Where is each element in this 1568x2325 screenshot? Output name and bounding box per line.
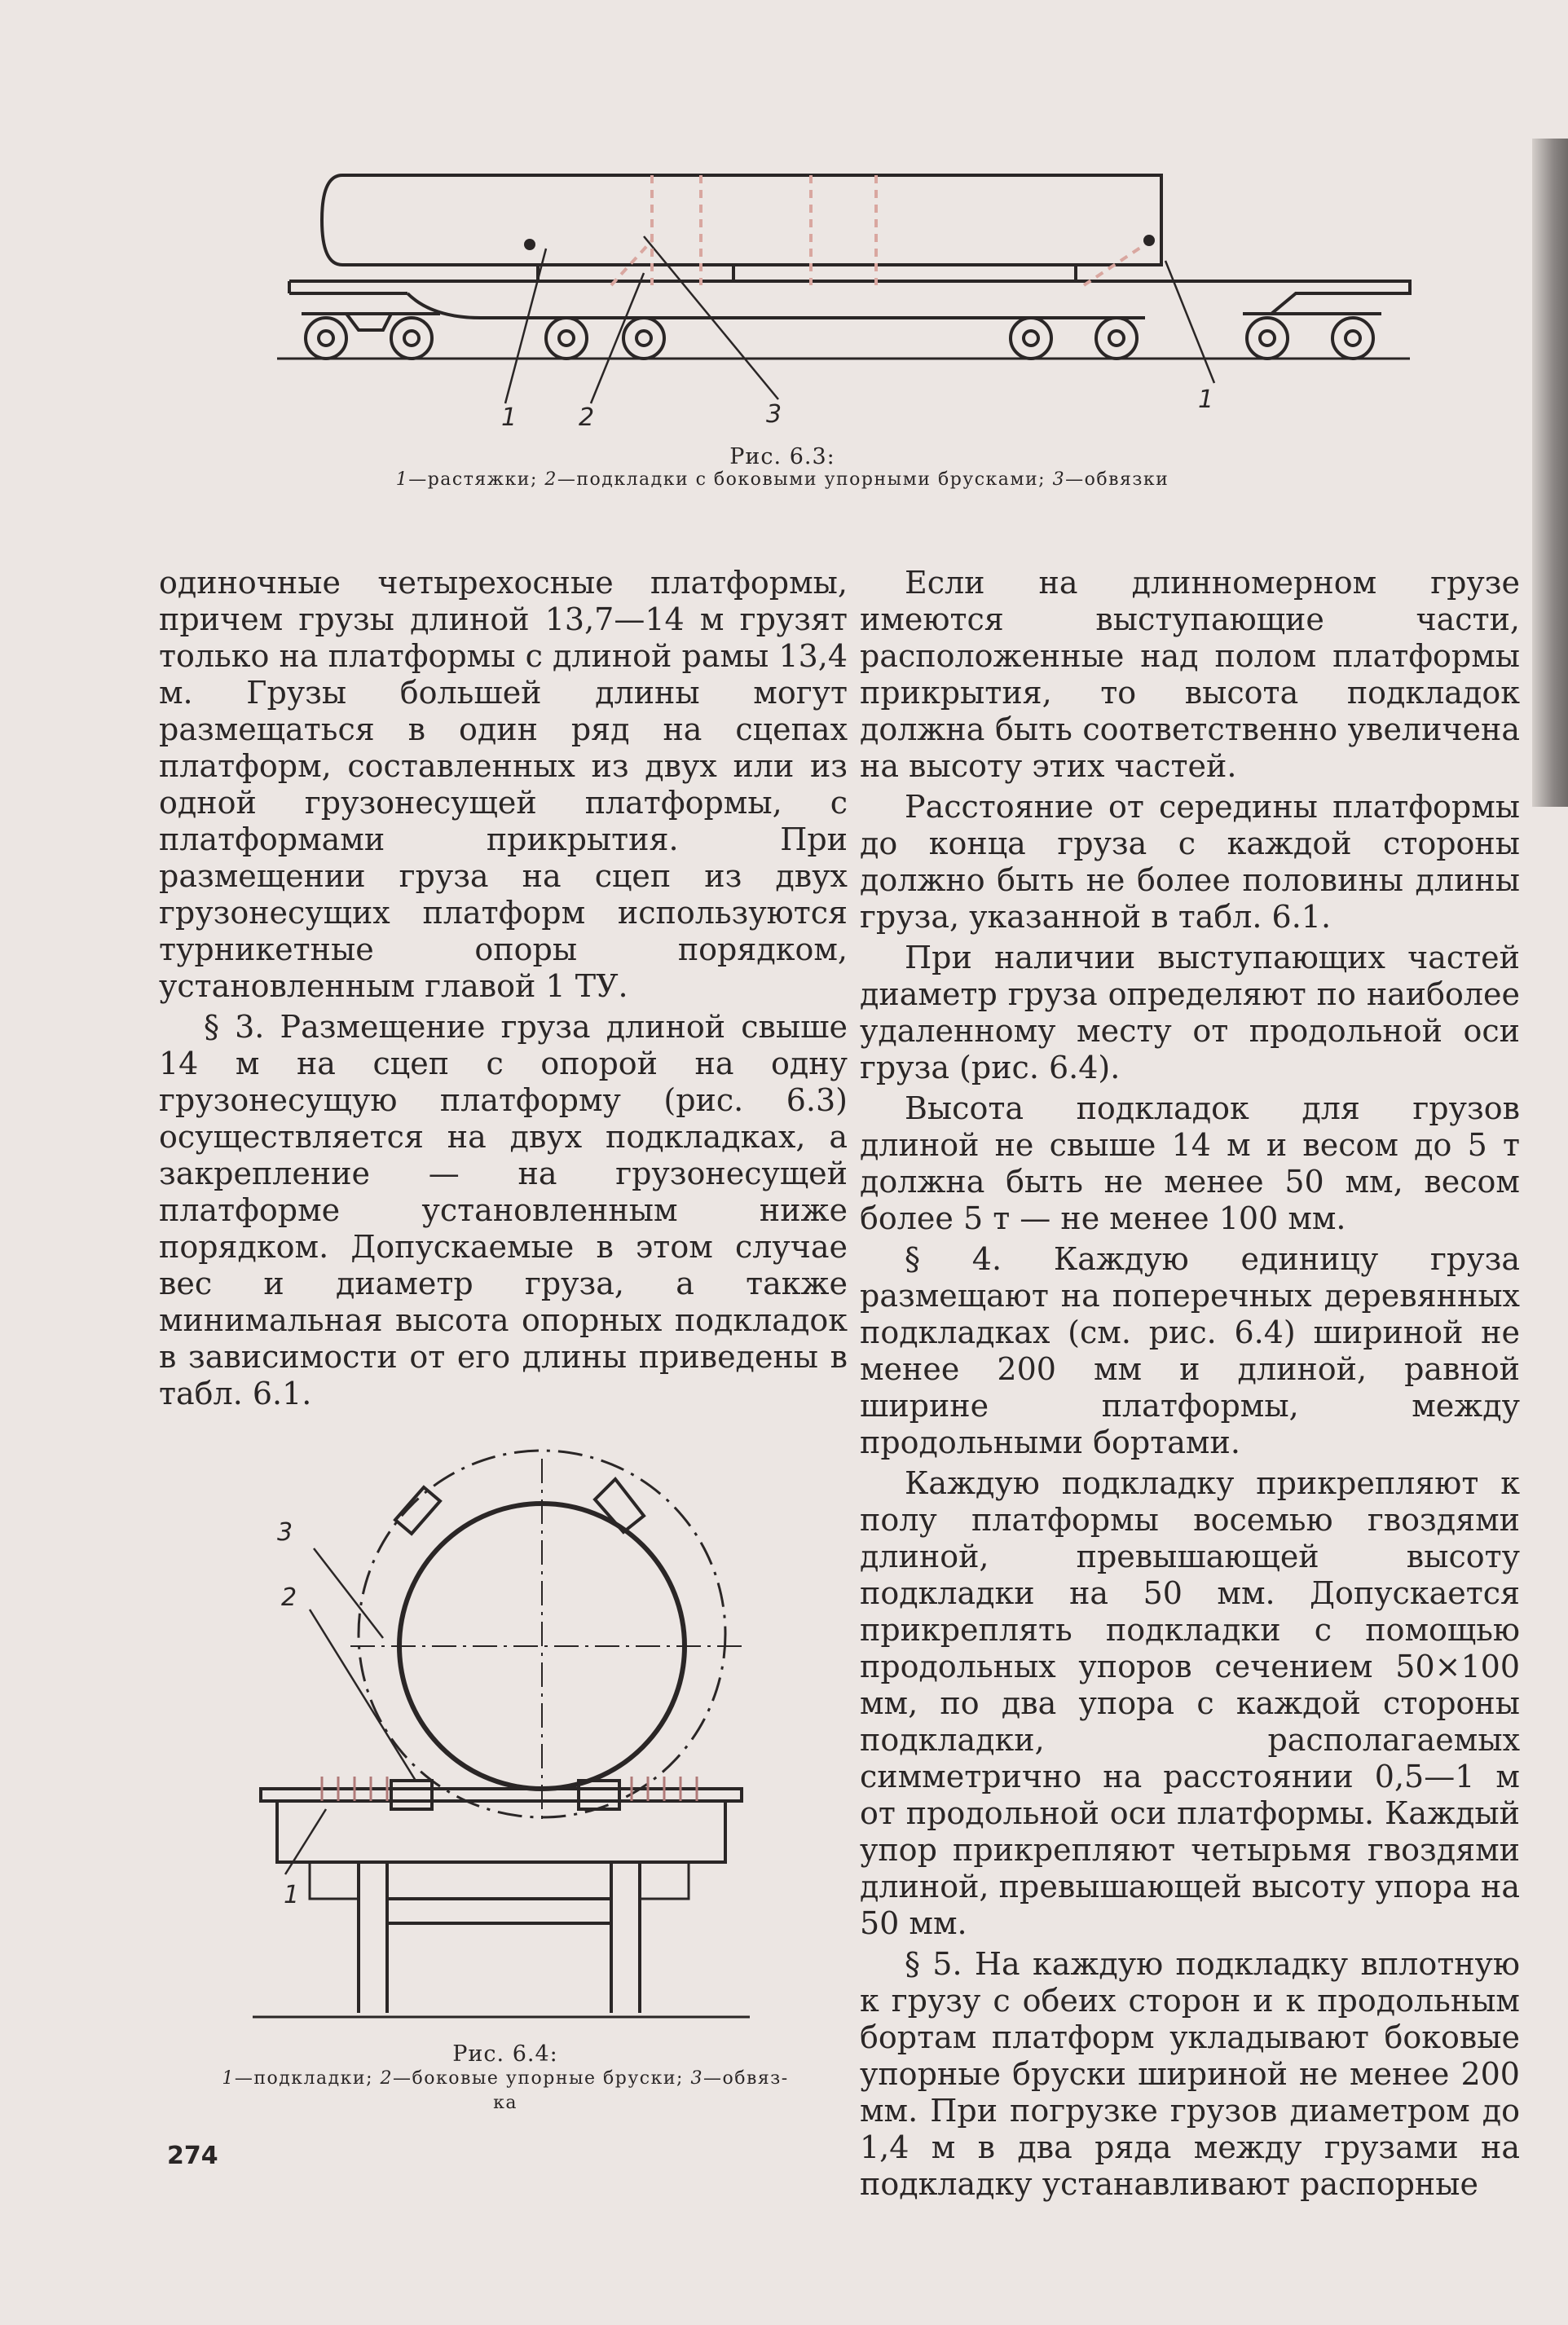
paragraph: При наличии выступающих частей диаметр груза определяют по наиболее удаленному месту от продольной оси груза (рис. 6.4). — [860, 940, 1520, 1085]
wheelset-3 — [1006, 318, 1145, 359]
figure-6-3-legend — [244, 469, 1320, 490]
legend-tail: ка — [493, 2093, 518, 2113]
fig1-label-1b: 1 — [1198, 385, 1214, 414]
paragraph: Высота подкладок для грузов длиной не свыше 14 м и весом до 5 т должна быть не менее 50 мм, весом более 5 т — не менее 100 мм. — [860, 1090, 1520, 1236]
legend-text: —подкладки; — [234, 2068, 381, 2089]
paragraph: § 3. Размещение груза длиной свыше 14 м на сцеп с опорой на одну грузонесущую платформу (рис. 6.3) осуществляется на двух подкладках, а закрепление — на грузонесущей платформе установленным ниже порядком. Допускаемые в этом случае вес и диаметр груза, а также минимальная высота опорных подкладок в зависимости от его длины приведены в табл. 6.1. — [159, 1009, 848, 1411]
figure-6-3-drawing — [269, 122, 1426, 432]
paragraph: § 5. На каждую подкладку вплотную к грузу с обеих сторон и к продольным бортам платформ укладывают боковые упорные бруски шириной не менее 200 мм. При погрузке грузов диаметром до 1,4 м в два ряда между грузами на подкладку устанавливают распорные — [860, 1946, 1520, 2202]
figure-6-4-legend — [163, 2067, 848, 2116]
paragraph: одиночные четырехосные платформы, причем грузы длиной 13,7—14 м грузят только на платформы с длиной рамы 13,4 м. Грузы большей длины могут размещаться в один ряд на сцепах платформ, составленных из двух или из одной грузонесущей платформы, с платформами прикрытия. При размещении груза на сцеп из двух грузонесущих платформ используются турникетные опоры порядком, установленным главой 1 ТУ. — [159, 565, 848, 1004]
figure-6-4-title: Рис. 6.4: — [452, 2041, 558, 2067]
cargo-cylinder — [322, 175, 1161, 265]
legend-num: 1 — [222, 2068, 235, 2089]
right-column — [860, 565, 1520, 2207]
legend-num: 1 — [395, 469, 409, 490]
legend-text: —обвязки — [1065, 469, 1169, 490]
fig1-label-2: 2 — [579, 403, 595, 432]
legend-num: 3 — [690, 2068, 703, 2089]
legend-num: 2 — [380, 2068, 394, 2089]
page-number: 274 — [167, 2142, 218, 2170]
wheelset-4 — [1243, 314, 1381, 359]
page-edge-shadow — [1532, 139, 1568, 807]
paragraph: Каждую подкладку прикрепляют к полу платформы восемью гвоздями длиной, превышающей высоту подкладки на 50 мм. Допускается прикреплять подкладки с помощью продольных упоров сечением 50×100 мм, по два упора с каждой стороны подкладки, располагаемых симметрично на расстоянии 0,5—1 м от продольной оси платформы. Каждый упор прикрепляют четырьмя гвоздями длиной, превышающей высоту упора на 50 мм. — [860, 1465, 1520, 1941]
legend-text: —подкладки с боковыми упорными брусками; — [557, 469, 1053, 490]
legend-text: —боковые упорные бруски; — [393, 2068, 691, 2089]
legend-num: 2 — [544, 469, 557, 490]
legend-num: 3 — [1052, 469, 1066, 490]
figure-6-3-title: Рис. 6.3: — [729, 444, 835, 469]
figure-6-4-caption — [163, 2041, 848, 2116]
figure-6-4-drawing — [253, 1442, 856, 2029]
legend-text: —растяжки; — [408, 469, 545, 490]
fig1-label-3: 3 — [766, 400, 782, 429]
paragraph: § 4. Каждую единицу груза размещают на поперечных деревянных подкладках (см. рис. 6.4) шириной не менее 200 мм и длиной, равной ширине платформы, между продольными бортами. — [860, 1241, 1520, 1460]
fig1-label-1: 1 — [501, 403, 518, 432]
fig2-label-3: 3 — [277, 1518, 293, 1547]
wheelset-1 — [302, 314, 440, 359]
paragraph: Если на длинномерном грузе имеются выступающие части, расположенные над полом платформы прикрытия, то высота подкладок должна быть соответственно увеличена на высоту этих частей. — [860, 565, 1520, 784]
left-column — [159, 565, 848, 1416]
fig2-label-2: 2 — [281, 1583, 297, 1612]
figure-6-3-caption — [244, 444, 1320, 490]
legend-text: —обвяз- — [703, 2068, 789, 2089]
paragraph: Расстояние от середины платформы до конца груза с каждой стороны должно быть не более половины длины груза, указанной в табл. 6.1. — [860, 789, 1520, 935]
fig2-label-1: 1 — [284, 1881, 300, 1909]
wheelset-2 — [542, 318, 672, 359]
